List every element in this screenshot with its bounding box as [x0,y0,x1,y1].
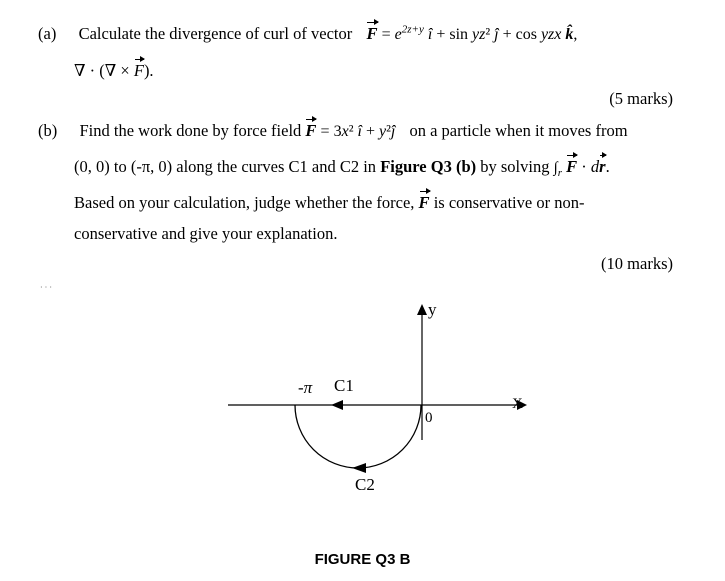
part-a-expression: ∇ · (∇ × F). [74,61,154,80]
origin-label: 0 [425,410,433,426]
part-b-vector-2: F [418,193,430,212]
part-b-marks: (10 marks) [601,254,673,273]
part-a-label: (a) [38,24,57,43]
c2-label: C2 [355,475,375,494]
part-b-field-equation: = 3x² î + y²ĵ [320,123,396,140]
part-a-marks: (5 marks) [609,89,673,108]
figure-reference: Figure Q3 (b) [380,157,477,176]
part-a-vector: F [366,24,378,43]
part-b-line3-text: Based on your calculation, judge whether the force, [74,193,415,212]
neg-pi-label: -π [298,378,313,397]
part-b-line2-tail: by solving [480,157,550,176]
part-b-line1-tail: on a particle when it moves from [409,121,628,140]
part-b-line3-tail: is conservative or non- [433,193,585,212]
y-axis-label: y [428,300,437,319]
c2-curve [295,405,421,468]
y-axis-arrow-icon [417,304,427,315]
x-axis-label: X [512,396,523,412]
part-a-text: Calculate the divergence of curl of vector [78,24,353,43]
c1-label: C1 [334,376,354,395]
part-b-line1-text: Find the work done by force field [79,121,302,140]
integral-expression: $\int_r$ F · dr. [553,157,610,179]
figure-caption: FIGURE Q3 B [314,551,411,568]
part-a-equation: = $e^{2z+y}$ î + sin yz² ĵ + cos yzx k̂, [381,23,578,43]
stray-dots: · · · [40,283,52,292]
c1-direction-arrow-icon [331,400,343,410]
part-b-line2-text: (0, 0) to (-π, 0) along the curves C1 and C2 in [74,157,377,176]
part-b-line4: conservative and give your explanation. [74,224,338,243]
part-b-label: (b) [38,121,58,140]
part-b-vector: F [305,121,317,140]
c2-direction-arrow-icon [352,463,366,473]
